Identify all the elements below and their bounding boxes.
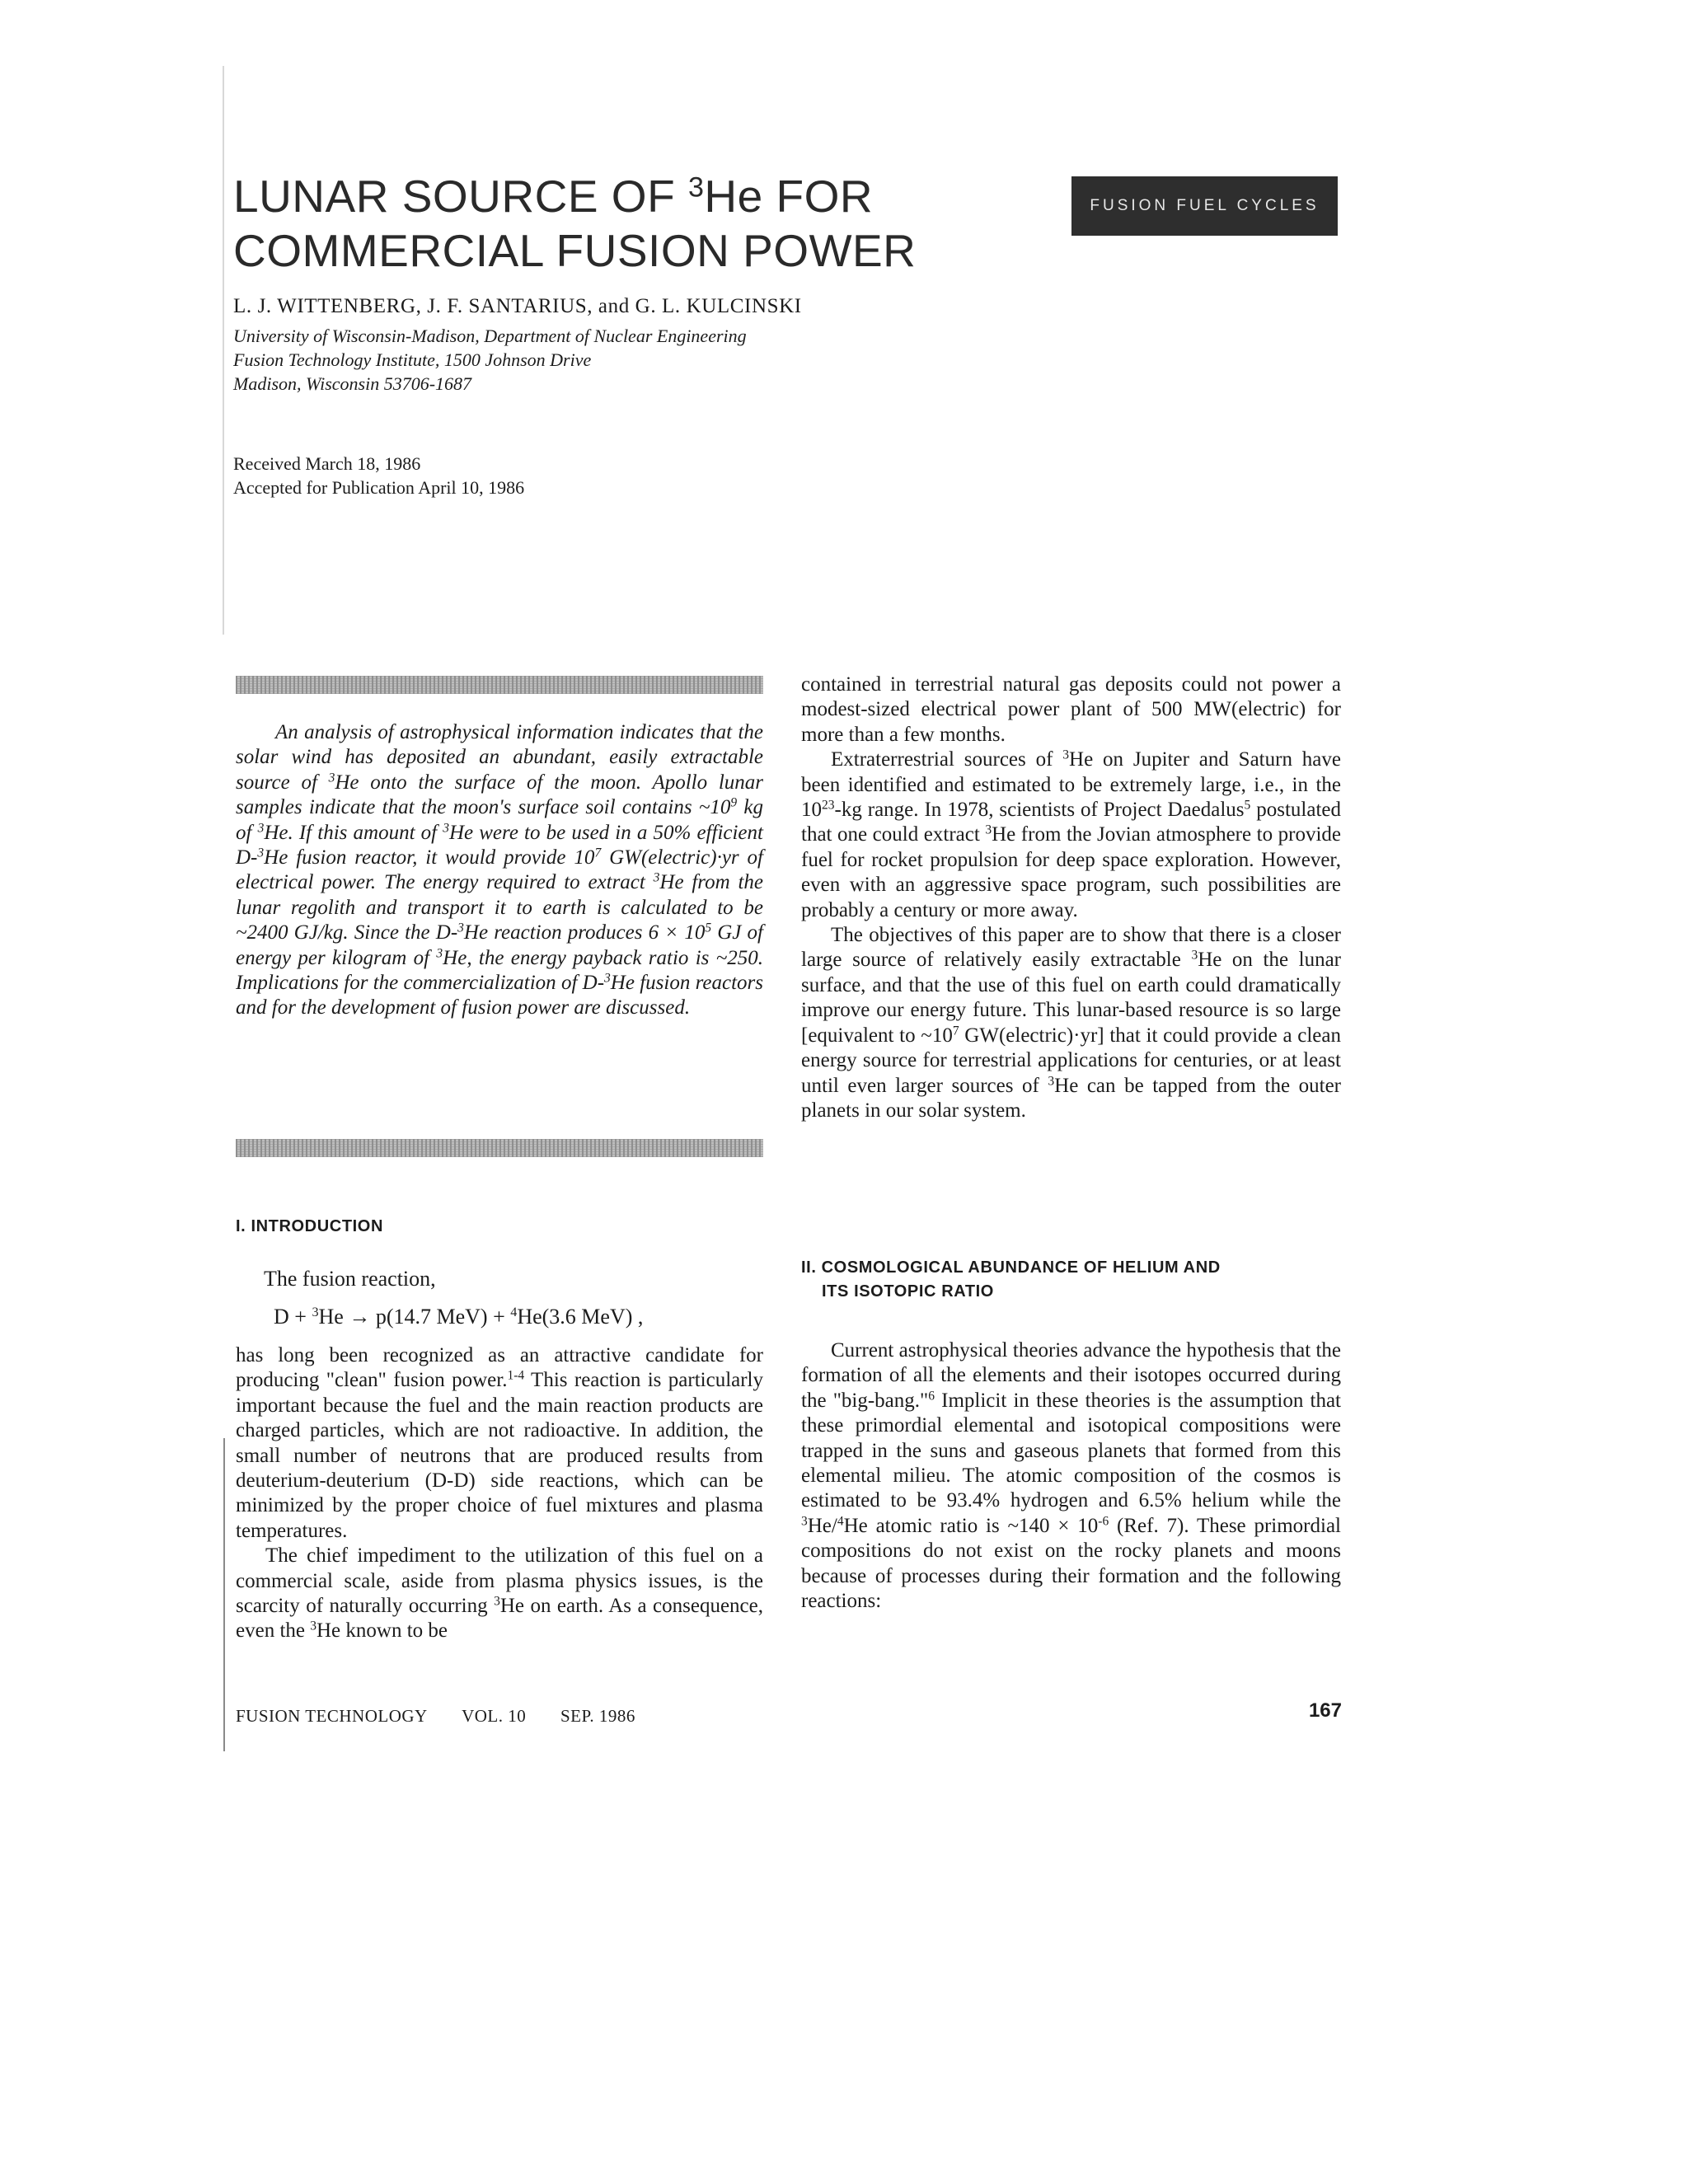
page-number: 167 [1308, 1699, 1342, 1722]
affiliation-line: Madison, Wisconsin 53706-1687 [233, 373, 472, 394]
publication-dates [233, 452, 524, 499]
volume: VOL. 10 [462, 1706, 527, 1726]
paragraph: The objectives of this paper are to show that there is a closer large source of relatively easily extractable $^3$He on the lunar surface, and that the use of this fuel on earth could dramatically improve our energy future. This lunar-based resource is so large [equivalent to $\sim 10^7$ GW(electric)·yr] that it could provide a clean energy source for terrestrial applications for centuries, or at least until even larger sources of $^3$He can be tapped from the outer planets in our solar system. [801, 924, 1341, 1122]
accepted-date: Accepted for Publication April 10, 1986 [233, 477, 525, 498]
issue-date: SEP. 1986 [560, 1706, 635, 1726]
affiliation-line: University of Wisconsin-Madison, Department of Nuclear Engineering [233, 326, 747, 346]
journal-name: FUSION TECHNOLOGY [236, 1706, 428, 1726]
margin-change-bar [223, 1438, 225, 1751]
right-column-body [801, 673, 1341, 1123]
scan-margin-shadow [223, 66, 224, 635]
paragraph: has long been recognized as an attractive candidate for producing "clean" fusion power.$^{1-4}$ This reaction is particularly important because the fuel and the main reaction products are charged particles, which are not radioactive. In addition, the small number of neutrons that are produced results from deuterium-deuterium (D-D) side reactions, which can be minimized by the proper choice of fuel mixtures and plasma temperatures. [236, 1344, 764, 1542]
affiliation [233, 324, 747, 396]
abstract-top-rule [236, 676, 763, 694]
left-column-body [236, 1343, 763, 1644]
section-2-heading: II. COSMOLOGICAL ABUNDANCE OF HELIUM AND ITS ISOTOPIC RATIO [801, 1258, 1221, 1301]
section-2-body [801, 1338, 1341, 1614]
abstract: An analysis of astrophysical information indicates that the solar wind has deposited an abundant, easily extractable source of $^3$He onto the surface of the moon. Apollo lunar samples indicate that the moon's surface soil contains $\sim 10^9$ kg of $^3$He. If this amount of $^3$He were to be used in a 50% efficient D-$^3$He fusion reactor, it would provide $10^7$ GW(electric)·yr of electrical power. The energy required to extract $^3$He from the lunar regolith and transport it to earth is calculated to be ~2400 GJ/kg. Since the D-$^3$He reaction produces $6 \times 10^5$ GJ of energy per kilogram of $^3$He, the energy payback ratio is ~250. Implications for the commercialization of D-$^3$He fusion reactors and for the development of fusion power are discussed. [236, 721, 764, 1019]
section-badge: FUSION FUEL CYCLES [1071, 176, 1338, 236]
authors: L. J. WITTENBERG, J. F. SANTARIUS, and G. L. KULCINSKI [233, 295, 802, 317]
paragraph: Extraterrestrial sources of $^3$He on Jupiter and Saturn have been identified and estimated to be extremely large, i.e., in the $10^{23}-kg$ range. In 1978, scientists of Project Daedalus$^5$ postulated that one could extract $^3$He from the Jovian atmosphere to provide fuel for rocket propulsion for deep space exploration. However, even with an aggressive space program, such possibilities are probably a century or more away. [801, 748, 1342, 921]
title-line-1: LUNAR SOURCE OF $^3$He FOR [233, 171, 874, 222]
article-title [233, 169, 975, 278]
section-1-heading: I. INTRODUCTION [236, 1217, 383, 1235]
paragraph: Current astrophysical theories advance the hypothesis that the formation of all the elements and their isotopes occurred during the "big-bang."$^6$ Implicit in these theories is the assumption that these primordial elemental and isotopical compositions were trapped in the suns and gaseous planets that formed from this elemental milieu. The atomic composition of the cosmos is estimated to be 93.4% hydrogen and 6.5% helium while the $^3$He/$^4$He atomic ratio is ~140 × $10^{-6}$ (Ref. 7). These primordial compositions do not exist on the rocky planets and moons because of processes during their formation and the following reactions: [801, 1339, 1341, 1613]
paragraph: The chief impediment to the utilization of this fuel on a commercial scale, aside from plasma physics issues, is the scarcity of naturally occurring $^3$He on earth. As a consequence, even the $^3$He known to be [236, 1544, 763, 1643]
title-line-2: COMMERCIAL FUSION POWER [233, 225, 917, 276]
received-date: Received March 18, 1986 [233, 453, 421, 474]
paragraph: contained in terrestrial natural gas deposits could not power a modest-sized electrical power plant of 500 MW(electric) for more than a few months. [801, 673, 1341, 746]
running-footer [236, 1706, 665, 1727]
abstract-bottom-rule [236, 1139, 763, 1157]
reaction-intro: The fusion reaction, [264, 1267, 436, 1291]
affiliation-line: Fusion Technology Institute, 1500 Johnson Drive [233, 349, 592, 370]
fusion-equation: D + $^3$He → p(14.7 MeV) + $^4$He(3.6 MeV) , [274, 1305, 644, 1329]
